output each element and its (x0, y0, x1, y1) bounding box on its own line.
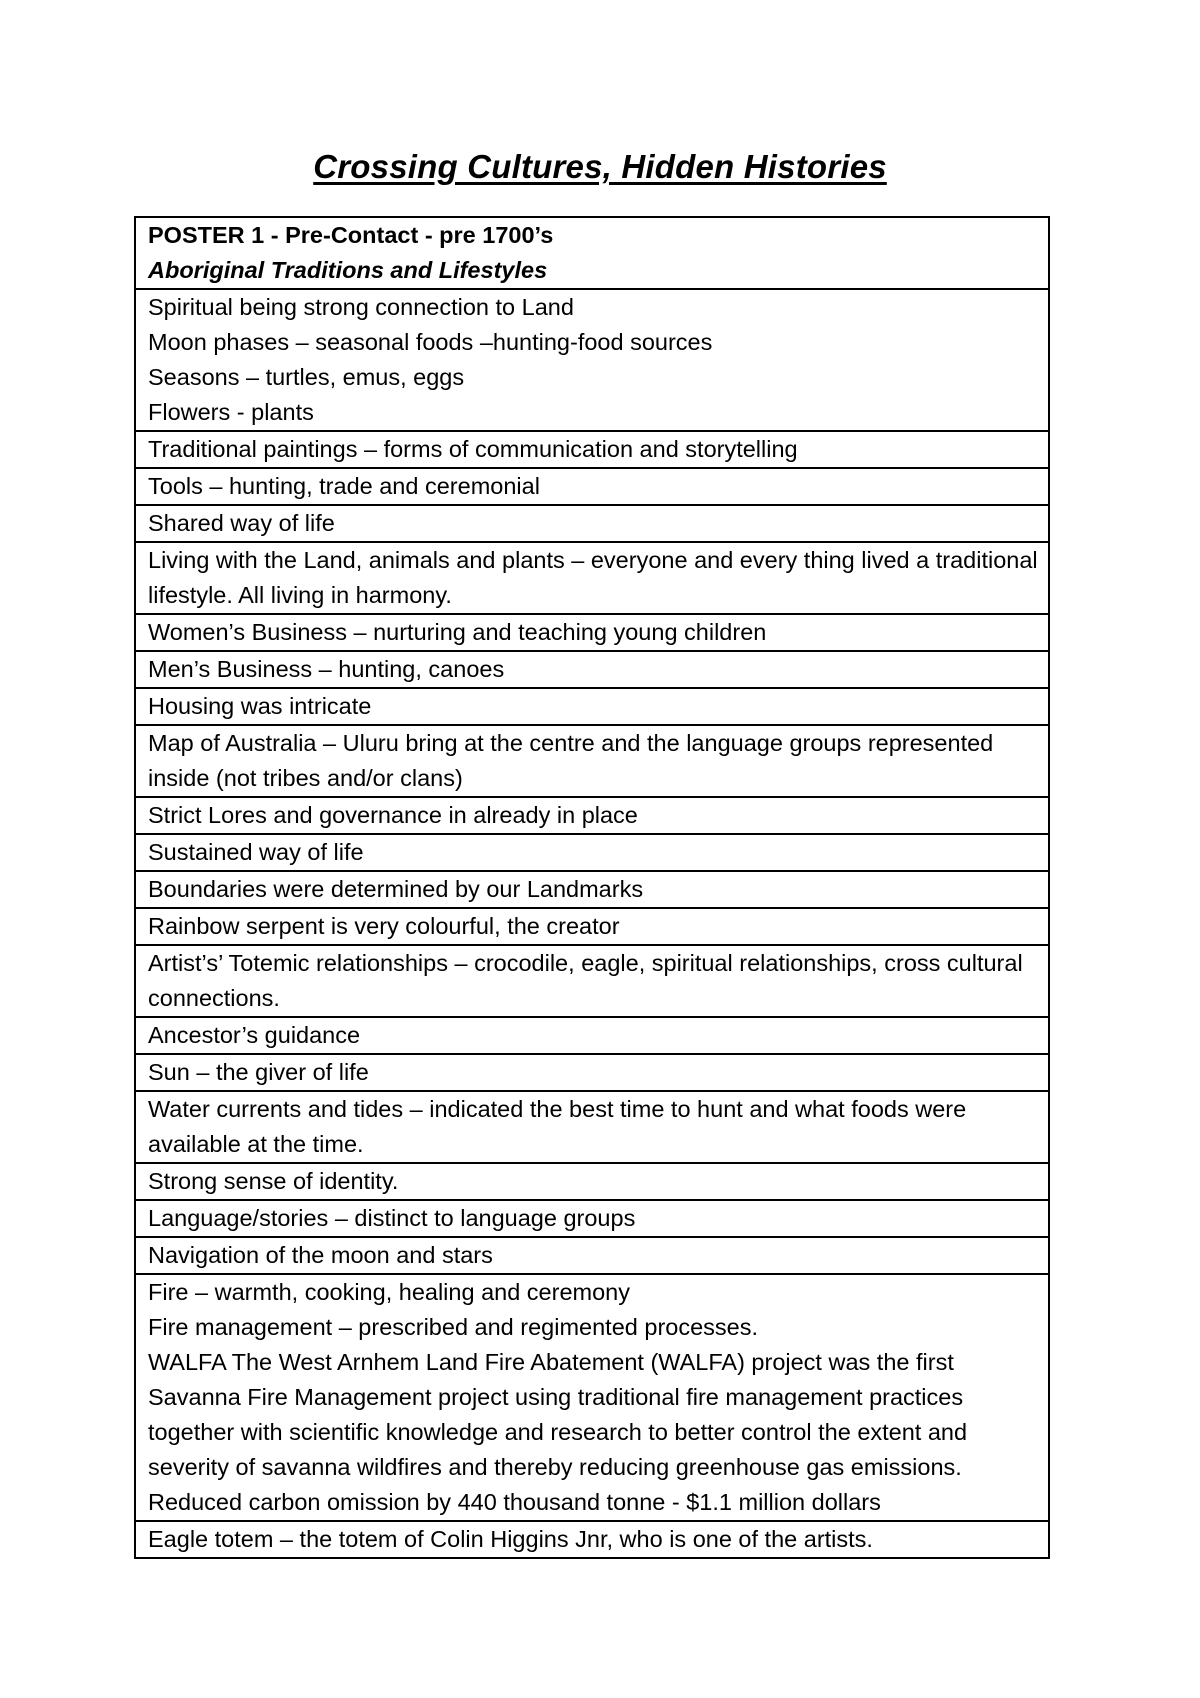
table-row (135, 1054, 1049, 1091)
table-cell (135, 431, 1049, 468)
table-cell (135, 542, 1049, 614)
table-row (135, 431, 1049, 468)
table-cell (135, 468, 1049, 505)
table-cell (135, 834, 1049, 871)
table-row (135, 651, 1049, 688)
table-row (135, 945, 1049, 1017)
table-cell (135, 1521, 1049, 1558)
table-cell (135, 1200, 1049, 1237)
table-row (135, 1091, 1049, 1163)
table-row (135, 725, 1049, 797)
table-row (135, 614, 1049, 651)
table-header-row (135, 217, 1049, 289)
cell-line: Shared way of life (148, 510, 335, 536)
cell-line: Sun – the giver of life (148, 1059, 369, 1085)
table-cell (135, 614, 1049, 651)
cell-line: Strong sense of identity. (148, 1168, 399, 1194)
table-row (135, 908, 1049, 945)
table-cell (135, 1054, 1049, 1091)
cell-line: Strict Lores and governance in already in place (148, 802, 638, 828)
table-row (135, 1274, 1049, 1521)
document-title: Crossing Cultures, Hidden Histories (313, 148, 887, 185)
table-cell (135, 945, 1049, 1017)
table-cell (135, 1091, 1049, 1163)
cell-line: Ancestor’s guidance (148, 1022, 361, 1048)
table-cell (135, 1163, 1049, 1200)
table-cell (135, 908, 1049, 945)
table-row (135, 1200, 1049, 1237)
cell-line: Men’s Business – hunting, canoes (148, 656, 505, 682)
cell-line: Tools – hunting, trade and ceremonial (148, 473, 540, 499)
table-cell (135, 871, 1049, 908)
table-row (135, 688, 1049, 725)
cell-line: Flowers - plants (148, 399, 314, 425)
cell-line: Boundaries were determined by our Landmarks (148, 876, 644, 902)
cell-line: Fire – warmth, cooking, healing and ceremony (148, 1279, 630, 1305)
cell-line: Spiritual being strong connection to Land (148, 294, 574, 320)
table-row (135, 505, 1049, 542)
cell-line: Fire management – prescribed and regimented processes. (148, 1314, 759, 1340)
table-row (135, 1017, 1049, 1054)
table-row (135, 834, 1049, 871)
table-cell (135, 1274, 1049, 1521)
cell-line: Traditional paintings – forms of communication and storytelling (148, 436, 798, 462)
poster-heading: POSTER 1 - Pre-Contact - pre 1700’s (148, 222, 554, 248)
cell-line: Seasons – turtles, emus, eggs (148, 364, 465, 390)
cell-line: Sustained way of life (148, 839, 364, 865)
table-cell (135, 505, 1049, 542)
table-cell (135, 797, 1049, 834)
poster-subheading: Aboriginal Traditions and Lifestyles (148, 257, 548, 283)
cell-text: Artist’s’ Totemic relationships – crocodile, eagle, spiritual relationships, cross cultural connections. (148, 950, 1023, 1011)
cell-line: Eagle totem – the totem of Colin Higgins Jnr, who is one of the artists. (148, 1526, 873, 1552)
table-row (135, 1521, 1049, 1558)
table-cell (135, 1237, 1049, 1274)
table-row (135, 542, 1049, 614)
cell-line: Language/stories – distinct to language groups (148, 1205, 636, 1231)
cell-line: Rainbow serpent is very colourful, the creator (148, 913, 620, 939)
table-row (135, 289, 1049, 431)
cell-line: Navigation of the moon and stars (148, 1242, 493, 1268)
table-row (135, 1237, 1049, 1274)
table-row (135, 871, 1049, 908)
cell-text: Living with the Land, animals and plants – everyone and every thing lived a traditional lifestyle. All living in harmony. (148, 547, 1038, 608)
cell-text: Water currents and tides – indicated the best time to hunt and what foods were available at the time. (148, 1096, 967, 1157)
cell-line: Reduced carbon omission by 440 thousand tonne - $1.1 million dollars (148, 1489, 881, 1515)
table-row (135, 1163, 1049, 1200)
table-row (135, 797, 1049, 834)
table-cell (135, 651, 1049, 688)
table-cell (135, 1017, 1049, 1054)
poster-table (134, 216, 1050, 1559)
table-cell (135, 688, 1049, 725)
cell-text: Map of Australia – Uluru bring at the centre and the language groups represented inside (not tribes and/or clans) (148, 730, 994, 791)
cell-line: Housing was intricate (148, 693, 372, 719)
cell-line: Women’s Business – nurturing and teaching young children (148, 619, 767, 645)
table-cell (135, 289, 1049, 431)
table-header-cell (135, 217, 1049, 289)
cell-line: Moon phases – seasonal foods –hunting-food sources (148, 329, 713, 355)
table-row (135, 468, 1049, 505)
table-cell (135, 725, 1049, 797)
cell-text: WALFA The West Arnhem Land Fire Abatement (WALFA) project was the first Savanna Fire Management project using traditional fire management practices together with scientific knowledge and research to better control the extent and severity of savanna wildfires and thereby reducing greenhouse gas emissions. (148, 1349, 968, 1480)
